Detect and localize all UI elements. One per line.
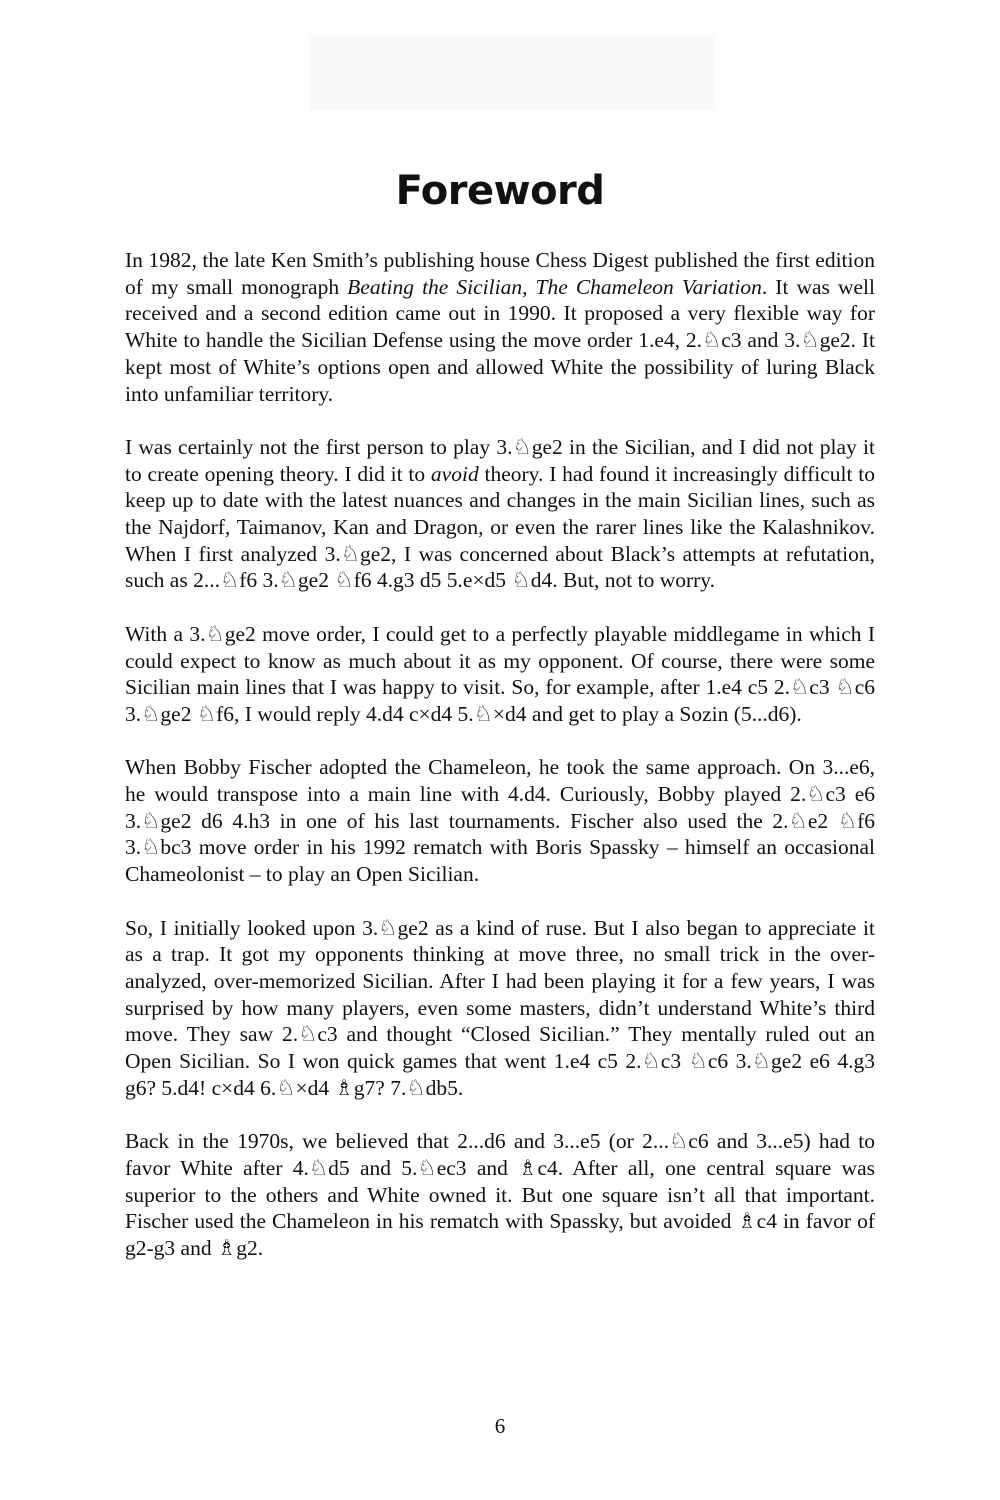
foreword-body xyxy=(125,247,875,1288)
paragraph-1 xyxy=(125,247,875,407)
paragraph-1-text-cont: . It was well received and a second edition came out in 1990. It proposed a very flexible way for White to handle the Sicilian Defense using the move order 1.e4, 2.♘c3 and 3.♘ge2. It kept most of White’s options open and allowed White the possibility of luring Black into unfamiliar territory. xyxy=(125,274,875,406)
avoid-italic: avoid xyxy=(430,461,479,486)
paragraph-6-text: Back in the 1970s, we believed that 2...d6 and 3...e5 (or 2...♘c6 and 3...e5) had to favor White after 4.♘d5 and 5.♘ec3 and ♗c4. After all, one central square was superior to the others and White owned it. But one square isn’t all that important. Fischer used the Chameleon in his rematch with Spassky, but avoided ♗c4 in favor of g2-g3 and ♗g2. xyxy=(125,1129,875,1260)
paragraph-6 xyxy=(125,1128,875,1262)
paragraph-4 xyxy=(125,754,875,888)
paragraph-5 xyxy=(125,915,875,1102)
paragraph-2-text-cont: theory. I had found it increasingly difficult to keep up to date with the latest nuances and changes in the main Sicilian lines, such as the Najdorf, Taimanov, Kan and Dragon, or even the rarer lines like the Kalashnikov. When I first analyzed 3.♘ge2, I was concerned about Black’s attempts at refutation, such as 2...♘f6 3.♘ge2 ♘f6 4.g3 d5 5.e×d5 ♘d4. But, not to worry. xyxy=(125,461,875,593)
header-area xyxy=(310,35,715,110)
paragraph-5-text: So, I initially looked upon 3.♘ge2 as a kind of ruse. But I also began to appreciate it as a trap. It got my opponents thinking at move three, no small trick in the over-analyzed, over-memorized Sicilian. After I had been playing it for a few years, I was surprised by how many players, even some masters, didn’t understand White’s third move. They saw 2.♘c3 and thought “Closed Sicilian.” They mentally ruled out an Open Sicilian. So I won quick games that went 1.e4 c5 2.♘c3 ♘c6 3.♘ge2 e6 4.g3 g6? 5.d4! c×d4 6.♘×d4 ♗g7? 7.♘db5. xyxy=(125,915,875,1100)
page-number: 6 xyxy=(494,1414,506,1438)
page-title: Foreword xyxy=(395,168,605,214)
paragraph-2-text: I was certainly not the first person to play 3.♘ge2 in the Sicilian, and I did not play it to create opening theory. I did it to xyxy=(125,434,875,486)
paragraph-3-text: With a 3.♘ge2 move order, I could get to a perfectly playable middlegame in which I could expect to know as much about it as my opponent. Of course, there were some Sicilian main lines that I was happy to visit. So, for example, after 1.e4 c5 2.♘c3 ♘c6 3.♘ge2 ♘f6, I would reply 4.d4 c×d4 5.♘×d4 and get to play a Sozin (5...d6). xyxy=(125,621,875,726)
paragraph-2 xyxy=(125,434,875,594)
paragraph-4-text: When Bobby Fischer adopted the Chameleon, he took the same approach. On 3...e6, he would transpose into a main line with 4.d4. Curiously, Bobby played 2.♘c3 e6 3.♘ge2 d6 4.h3 in one of his last tournaments. Fischer also used the 2.♘e2 ♘f6 3.♘bc3 move order in his 1992 rematch with Boris Spassky – himself an occasional Chameolonist – to play an Open Sicilian. xyxy=(125,755,875,887)
book-title-italic: Beating the Sicilian, The Chameleon Variation xyxy=(347,274,762,299)
paragraph-3 xyxy=(125,621,875,728)
paragraph-1-text: In 1982, the late Ken Smith’s publishing house Chess Digest published the first edition of my small monograph xyxy=(125,248,875,299)
